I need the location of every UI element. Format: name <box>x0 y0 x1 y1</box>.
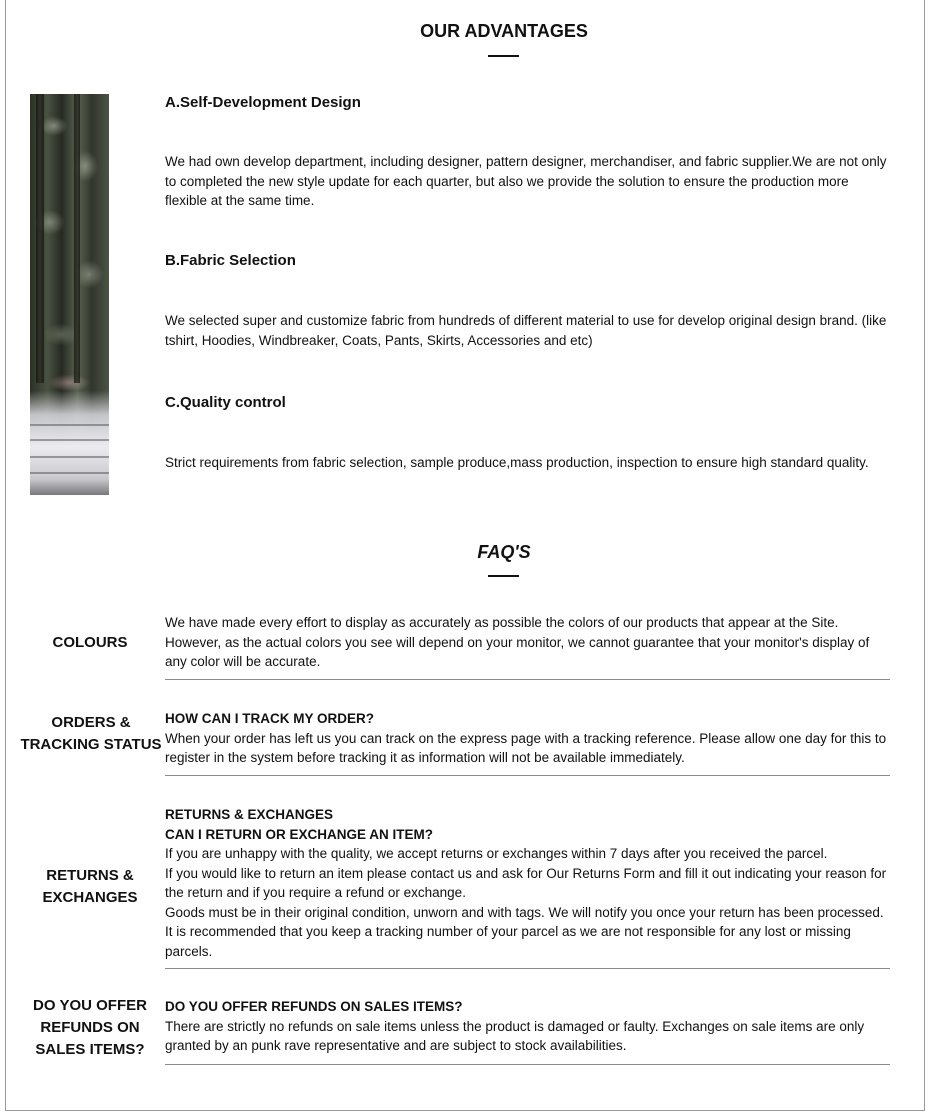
faq-returns-question: CAN I RETURN OR EXCHANGE AN ITEM? <box>165 826 434 842</box>
faq-returns-para2: If you would like to return an item please contact us and ask for Our Returns Form and fill it out indicating your reason for the return and if you require a refund or exchange. <box>165 865 887 900</box>
faq-label-returns-line2: EXCHANGES <box>42 889 138 906</box>
photo-water-ripple <box>30 472 109 474</box>
faq-orders-text: When your order has left us you can track on the express page with a tracking reference. Please allow one day for this to register in the system before tracking it as information will not be available immediately. <box>165 730 887 765</box>
photo-water-ripple <box>30 456 109 458</box>
faq-divider <box>165 1064 890 1065</box>
faq-answer-orders <box>165 709 890 768</box>
faq-label-colours-text: COLOURS <box>52 634 128 651</box>
faq-refunds-question: DO YOU OFFER REFUNDS ON SALES ITEMS? <box>165 999 463 1014</box>
faq-returns-heading: RETURNS & EXCHANGES <box>165 807 334 822</box>
faq-title: FAQ'S <box>477 542 531 562</box>
faq-answer-refunds <box>165 997 890 1056</box>
faq-label-refunds <box>20 995 160 1061</box>
faq-label-orders-line2: TRACKING STATUS <box>20 736 162 753</box>
faq-divider <box>165 775 890 776</box>
faq-answer-colours <box>165 613 890 672</box>
advantage-text-design: We had own develop department, including designer, pattern designer, merchandiser, and fabric supplier.We are not only to completed the new style update for each quarter, but also we provide the solution to ensure the production more flexible at the same time. <box>165 154 887 208</box>
faq-label-returns-line1: RETURNS & <box>46 867 134 884</box>
faq-label-refunds-line2: REFUNDS ON <box>40 1019 140 1036</box>
faq-label-refunds-line1: DO YOU OFFER <box>33 997 147 1014</box>
faq-refunds-text: There are strictly no refunds on sale items unless the product is damaged or faulty. Exchanges on sale items are only granted by an punk rave representative and are subject to stock availabilities. <box>165 1018 865 1053</box>
faq-label-returns <box>20 865 160 909</box>
advantage-text-fabric: We selected super and customize fabric from hundreds of different material to use for develop original design brand. (like tshirt, Hoodies, Windbreaker, Coats, Pants, Skirts, Accessories and etc) <box>165 313 887 348</box>
photo-tree-trunk <box>36 94 44 383</box>
faq-returns-para1: If you are unhappy with the quality, we accept returns or exchanges within 7 days after you received the parcel. <box>165 846 828 861</box>
photo-water-ripple <box>30 439 109 441</box>
advantages-title-underline <box>488 55 519 57</box>
photo-water-ripple <box>30 424 109 426</box>
advantages-title: OUR ADVANTAGES <box>420 21 588 41</box>
advantage-text-quality: Strict requirements from fabric selection, sample produce,mass production, inspection to ensure high standard quality. <box>165 455 869 470</box>
faq-title-underline <box>488 575 519 577</box>
faq-divider <box>165 968 890 969</box>
faq-label-orders <box>18 712 164 756</box>
advantage-heading-quality: C.Quality control <box>165 394 286 411</box>
advantage-heading-design: A.Self-Development Design <box>165 94 361 111</box>
faq-returns-para3: Goods must be in their original condition, unworn and with tags. We will notify you once your return has been processed. It is recommended that you keep a tracking number of your parcel as we are not responsible for any lost or missing parcels. <box>165 904 884 959</box>
faq-label-colours <box>20 632 160 654</box>
faq-label-refunds-line3: SALES ITEMS? <box>35 1041 145 1058</box>
photo-tree-trunk <box>74 94 80 383</box>
faq-label-orders-line1: ORDERS & <box>51 714 131 731</box>
faq-orders-question: HOW CAN I TRACK MY ORDER? <box>165 711 374 726</box>
forest-photo <box>30 94 109 495</box>
advantage-heading-fabric: B.Fabric Selection <box>165 252 296 269</box>
faq-answer-returns <box>165 805 890 961</box>
faq-divider <box>165 679 890 680</box>
faq-colours-text: We have made every effort to display as accurately as possible the colors of our products that appear at the Site. However, as the actual colors you see will depend on your monitor, we cannot guarantee that your monitor's display of any color will be accurate. <box>165 615 870 669</box>
